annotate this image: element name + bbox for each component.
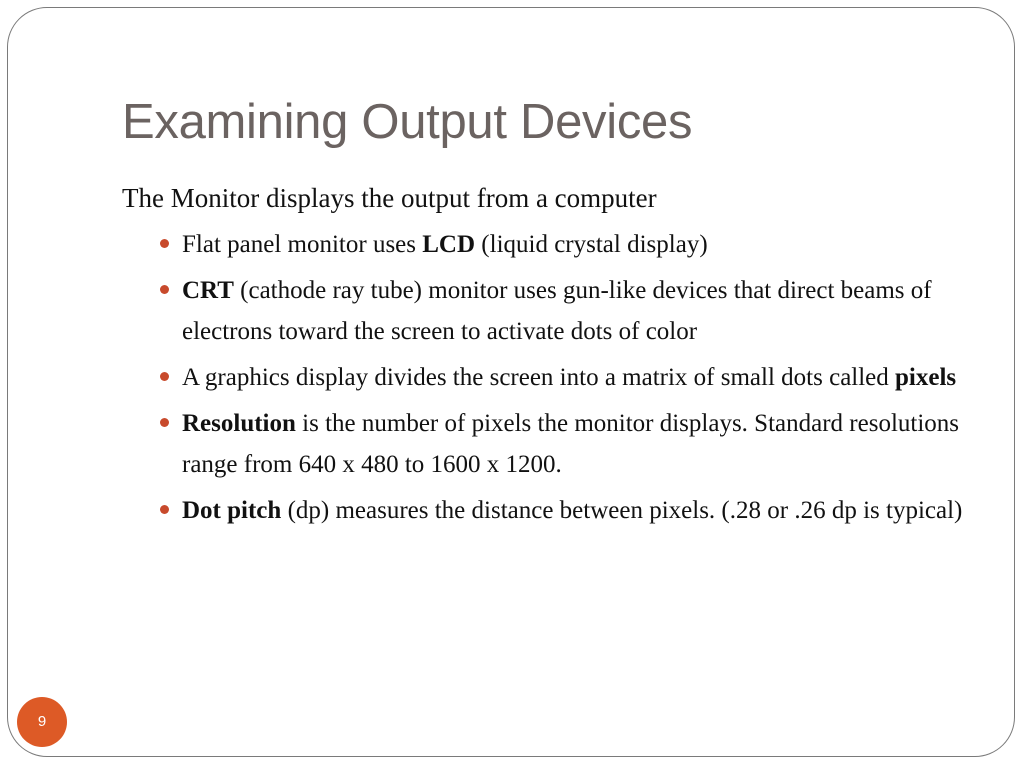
bullet-item-dot-pitch [182, 490, 982, 531]
bullet-text-post: is the number of pixels the monitor displays. Standard resolutions range from 640 x 480 to 1600 x 1200. [182, 410, 960, 478]
bullet-dot-icon [160, 505, 169, 514]
bullet-text-bold: pixels [895, 364, 957, 391]
bullet-item-lcd [182, 224, 982, 265]
slide-frame [7, 7, 1015, 757]
bullet-dot-icon [160, 239, 169, 248]
bullet-text-bold: Dot pitch [182, 497, 282, 524]
bullet-dot-icon [160, 418, 169, 427]
bullet-dot-icon [160, 285, 169, 294]
bullet-text-bold: LCD [422, 231, 476, 258]
bullet-text-bold: Resolution [182, 410, 296, 437]
page-number-badge: 9 [17, 697, 67, 747]
bullet-text-post: (dp) measures the distance between pixels. (.28 or .26 dp is typical) [281, 497, 963, 524]
bullet-item-pixels [182, 357, 982, 398]
lead-text: The Monitor displays the output from a computer [122, 183, 657, 213]
slide-title: Examining Output Devices [122, 95, 693, 149]
bullet-dot-icon [160, 372, 169, 381]
bullet-text-pre: A graphics display divides the screen into a matrix of small dots called [182, 364, 896, 391]
bullet-text-bold: CRT [182, 277, 234, 304]
bullet-item-crt [182, 270, 982, 352]
bullet-text-post: (liquid crystal display) [475, 231, 708, 258]
slide-content [122, 178, 982, 536]
bullet-list [122, 224, 982, 531]
bullet-item-resolution [182, 403, 982, 485]
bullet-text-pre: Flat panel monitor uses [182, 231, 423, 258]
bullet-text-post: (cathode ray tube) monitor uses gun-like devices that direct beams of electrons toward the screen to activate dots of color [182, 277, 932, 345]
